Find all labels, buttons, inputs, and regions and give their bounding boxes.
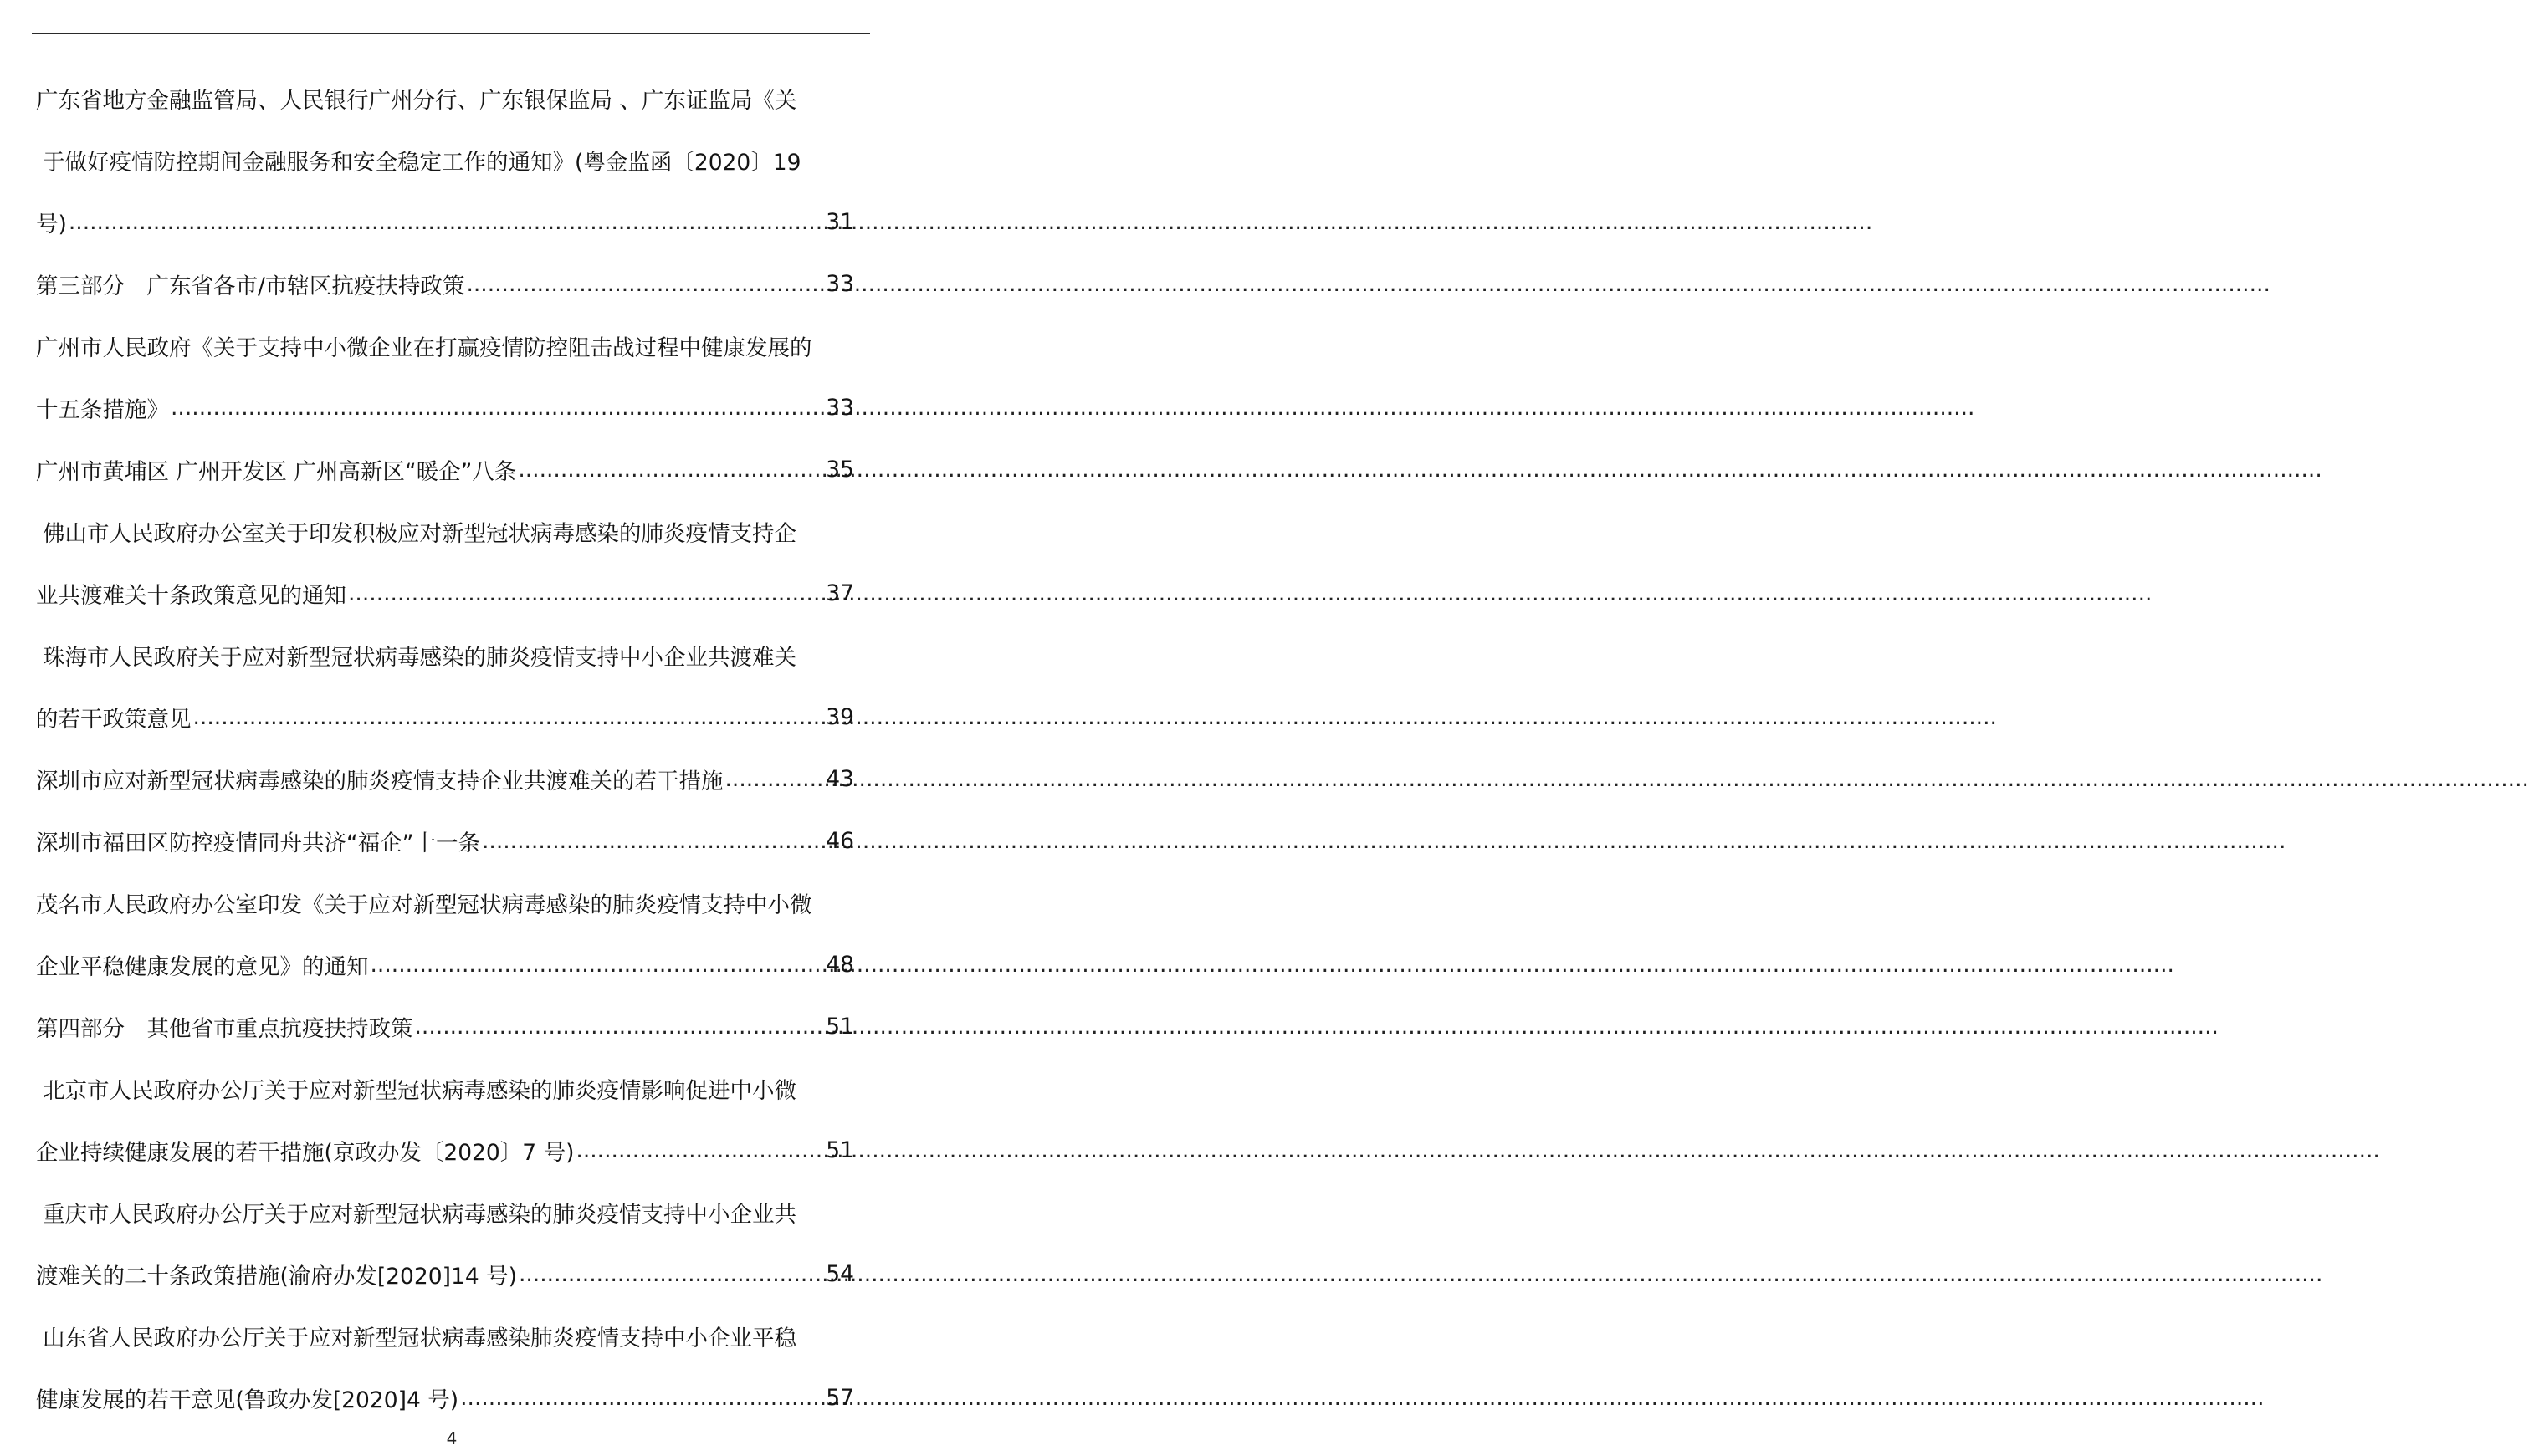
toc-page-number: 48 xyxy=(826,951,854,978)
dot-leader xyxy=(171,395,824,421)
toc-entry-line xyxy=(36,500,854,562)
toc-entry-text: 十五条措施》 xyxy=(36,396,169,423)
toc-entry-line xyxy=(36,1305,854,1367)
toc-entry-line[interactable] xyxy=(36,933,854,995)
footer-page-number: 4 xyxy=(446,1428,458,1448)
toc-entry-text: 深圳市应对新型冠状病毒感染的肺炎疫情支持企业共渡难关的若干措施 xyxy=(36,768,724,794)
top-rule xyxy=(32,33,870,34)
toc-entry-text: 于做好疫情防控期间金融服务和安全稳定工作的通知》(粤金监函〔2020〕19 xyxy=(43,149,801,176)
dot-leader xyxy=(460,1385,824,1411)
toc-entry-line[interactable] xyxy=(36,748,854,810)
toc-entry-text: 广州市人民政府《关于支持中小微企业在打赢疫情防控阻击战过程中健康发展的 xyxy=(36,335,812,361)
toc-entry-line xyxy=(36,67,854,129)
toc-entry-text: 山东省人民政府办公厅关于应对新型冠状病毒感染肺炎疫情支持中小企业平稳 xyxy=(43,1325,796,1351)
toc-entry-text: 广东省地方金融监管局、人民银行广州分行、广东银保监局 、广东证监局《关 xyxy=(36,87,797,114)
toc-page-number: 35 xyxy=(826,456,854,483)
dot-leader xyxy=(725,766,825,792)
toc-entry-text: 的若干政策意见 xyxy=(36,706,192,733)
dot-leader xyxy=(193,704,825,730)
dot-leader xyxy=(519,1261,824,1287)
dot-leader xyxy=(69,209,824,235)
toc-entry-text: 第四部分 其他省市重点抗疫扶持政策 xyxy=(36,1015,413,1042)
toc-entry-line xyxy=(36,129,854,191)
toc-entry-text: 第三部分 广东省各市/市辖区抗疫扶持政策 xyxy=(36,273,465,299)
dot-leader xyxy=(518,457,824,483)
toc-entry-line[interactable] xyxy=(36,810,854,871)
toc-entry-line xyxy=(36,871,854,933)
toc-entry-text: 广州市黄埔区 广州开发区 广州高新区“暖企”八条 xyxy=(36,458,517,485)
dot-leader xyxy=(348,580,824,606)
toc-entry-text: 茂名市人民政府办公室印发《关于应对新型冠状病毒感染的肺炎疫情支持中小微 xyxy=(36,891,812,918)
toc-page-number: 33 xyxy=(826,270,854,297)
toc-section-heading[interactable] xyxy=(36,995,854,1057)
toc-entry-line[interactable] xyxy=(36,686,854,748)
dot-leader xyxy=(415,1014,825,1040)
toc-section-heading[interactable] xyxy=(36,253,854,314)
toc-entry-line[interactable] xyxy=(36,1119,854,1181)
toc-page-number: 43 xyxy=(826,765,854,792)
table-of-contents xyxy=(36,67,854,1428)
dot-leader xyxy=(466,271,824,297)
toc-page-number: 33 xyxy=(826,394,854,421)
toc-entry-text: 业共渡难关十条政策意见的通知 xyxy=(36,582,346,609)
toc-page-number: 51 xyxy=(826,1137,854,1163)
toc-entry-line xyxy=(36,314,854,376)
toc-entry-text: 珠海市人民政府关于应对新型冠状病毒感染的肺炎疫情支持中小企业共渡难关 xyxy=(43,644,796,671)
toc-entry-line[interactable] xyxy=(36,1243,854,1305)
toc-entry-text: 深圳市福田区防控疫情同舟共济“福企”十一条 xyxy=(36,830,480,856)
toc-entry-text: 健康发展的若干意见(鲁政办发[2020]4 号) xyxy=(36,1387,459,1413)
dot-leader xyxy=(482,828,824,854)
toc-entry-line[interactable] xyxy=(36,562,854,624)
toc-page-number: 46 xyxy=(826,827,854,854)
toc-entry-text: 号) xyxy=(36,211,67,238)
toc-entry-line xyxy=(36,624,854,686)
dot-leader xyxy=(371,952,825,978)
toc-entry-text: 企业持续健康发展的若干措施(京政办发〔2020〕7 号) xyxy=(36,1139,575,1166)
dot-leader xyxy=(576,1137,824,1163)
toc-page-number: 54 xyxy=(826,1260,854,1287)
toc-entry-line[interactable] xyxy=(36,1367,854,1428)
toc-entry-line xyxy=(36,1057,854,1119)
toc-entry-text: 北京市人民政府办公厅关于应对新型冠状病毒感染的肺炎疫情影响促进中小微 xyxy=(43,1077,796,1104)
toc-entry-line[interactable] xyxy=(36,438,854,500)
toc-page-number: 37 xyxy=(826,580,854,606)
toc-entry-line xyxy=(36,1181,854,1243)
toc-page-number: 31 xyxy=(826,208,854,235)
toc-entry-text: 重庆市人民政府办公厅关于应对新型冠状病毒感染的肺炎疫情支持中小企业共 xyxy=(43,1201,796,1228)
toc-page-number: 51 xyxy=(826,1013,854,1040)
toc-entry-text: 渡难关的二十条政策措施(渝府办发[2020]14 号) xyxy=(36,1263,517,1290)
toc-page-number: 39 xyxy=(826,703,854,730)
toc-entry-line[interactable] xyxy=(36,376,854,438)
toc-entry-line[interactable] xyxy=(36,191,854,253)
toc-entry-text: 企业平稳健康发展的意见》的通知 xyxy=(36,953,369,980)
toc-page-number: 57 xyxy=(826,1384,854,1411)
toc-entry-text: 佛山市人民政府办公室关于印发积极应对新型冠状病毒感染的肺炎疫情支持企 xyxy=(43,520,796,547)
